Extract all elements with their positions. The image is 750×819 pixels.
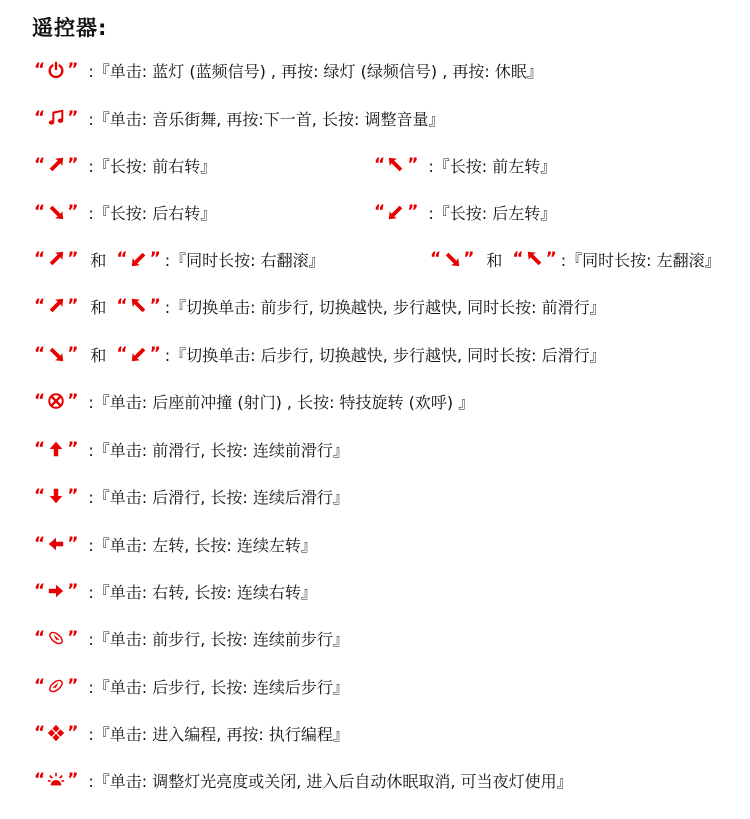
button-description: :『长按: 前左转』 bbox=[428, 156, 557, 176]
quote-open: “ bbox=[34, 438, 46, 459]
quote-close: ” bbox=[545, 248, 557, 269]
quote-close: ” bbox=[67, 390, 79, 411]
soccer-ball-icon bbox=[46, 391, 66, 411]
list-item bbox=[34, 765, 573, 795]
quote-close: ” bbox=[149, 295, 161, 316]
quote-open: “ bbox=[34, 390, 46, 411]
remote-button-entry bbox=[374, 154, 556, 177]
quote-open: “ bbox=[34, 627, 46, 648]
arrow-down-icon bbox=[46, 486, 66, 506]
list-item bbox=[34, 481, 349, 511]
arrow-up-left-icon bbox=[129, 296, 149, 316]
list-item bbox=[34, 197, 557, 227]
button-description: :『单击: 前滑行, 长按: 连续前滑行』 bbox=[88, 440, 349, 460]
list-item bbox=[34, 386, 474, 416]
list-item bbox=[34, 434, 349, 464]
remote-button-entry bbox=[34, 154, 216, 177]
quote-close: ” bbox=[67, 627, 79, 648]
quote-open: “ bbox=[34, 107, 46, 128]
quote-open: “ bbox=[34, 295, 46, 316]
quote-close: ” bbox=[407, 201, 419, 222]
quote-open: “ bbox=[34, 201, 46, 222]
remote-button-entry bbox=[34, 59, 543, 82]
list-item bbox=[34, 623, 349, 653]
quote-open: “ bbox=[34, 154, 46, 175]
button-description: :『同时长按: 右翻滚』 bbox=[164, 250, 325, 270]
quote-open: “ bbox=[374, 201, 386, 222]
arrow-up-left-icon bbox=[386, 155, 406, 175]
quote-open: “ bbox=[34, 248, 46, 269]
remote-button-entry bbox=[34, 107, 444, 130]
list-item bbox=[34, 529, 317, 559]
walk-backward-icon bbox=[46, 676, 66, 696]
quote-close: ” bbox=[407, 154, 419, 175]
remote-button-entry bbox=[34, 201, 216, 224]
list-item bbox=[34, 244, 721, 274]
page-title: 遥控器: bbox=[32, 16, 108, 40]
quote-open: “ bbox=[34, 533, 46, 554]
button-description: :『单击: 蓝灯 (蓝频信号) , 再按: 绿灯 (绿频信号) , 再按: 休眠』 bbox=[88, 61, 543, 81]
arrow-right-icon bbox=[46, 581, 66, 601]
button-description: :『单击: 音乐街舞, 再按:下一首, 长按: 调整音量』 bbox=[88, 109, 445, 129]
quote-close: ” bbox=[67, 533, 79, 554]
remote-button-entry bbox=[374, 201, 556, 224]
button-description: :『单击: 调整灯光亮度或关闭, 进入后自动休眠取消, 可当夜灯使用』 bbox=[88, 771, 573, 791]
conjunction-label: 和 bbox=[90, 345, 107, 365]
light-icon bbox=[46, 770, 66, 790]
remote-button-entry bbox=[34, 390, 474, 413]
button-description: :『同时长按: 左翻滚』 bbox=[560, 250, 721, 270]
remote-button-entry bbox=[34, 580, 317, 603]
quote-close: ” bbox=[463, 248, 475, 269]
program-icon bbox=[46, 723, 66, 743]
music-note-icon bbox=[46, 108, 66, 128]
remote-button-entry bbox=[34, 675, 349, 698]
quote-close: ” bbox=[67, 201, 79, 222]
quote-open: “ bbox=[374, 154, 386, 175]
quote-open: “ bbox=[34, 343, 46, 364]
quote-close: ” bbox=[67, 580, 79, 601]
quote-close: ” bbox=[67, 248, 79, 269]
button-description: :『切换单击: 前步行, 切换越快, 步行越快, 同时长按: 前滑行』 bbox=[164, 297, 606, 317]
list-item bbox=[34, 718, 349, 748]
arrow-down-right-icon bbox=[46, 202, 66, 222]
button-description: :『长按: 后右转』 bbox=[88, 203, 217, 223]
walk-forward-icon bbox=[46, 628, 66, 648]
list-item bbox=[34, 150, 557, 180]
remote-button-entry bbox=[34, 248, 325, 271]
remote-button-entry bbox=[34, 295, 606, 318]
arrow-down-right-icon bbox=[442, 249, 462, 269]
quote-open: “ bbox=[34, 580, 46, 601]
quote-close: ” bbox=[67, 154, 79, 175]
arrow-down-left-icon bbox=[129, 249, 149, 269]
button-description: :『单击: 前步行, 长按: 连续前步行』 bbox=[88, 629, 349, 649]
remote-button-entry bbox=[34, 627, 349, 650]
quote-open: “ bbox=[34, 59, 46, 80]
list-item bbox=[34, 291, 606, 321]
quote-close: ” bbox=[67, 107, 79, 128]
quote-open: “ bbox=[116, 343, 128, 364]
button-description: :『单击: 后座前冲撞 (射门) , 长按: 特技旋转 (欢呼) 』 bbox=[88, 392, 475, 412]
arrow-up-left-icon bbox=[525, 249, 545, 269]
quote-close: ” bbox=[67, 343, 79, 364]
button-description: :『切换单击: 后步行, 切换越快, 步行越快, 同时长按: 后滑行』 bbox=[164, 345, 606, 365]
button-description: :『单击: 左转, 长按: 连续左转』 bbox=[88, 535, 317, 555]
quote-close: ” bbox=[67, 485, 79, 506]
power-icon bbox=[46, 60, 66, 80]
arrow-up-right-icon bbox=[46, 155, 66, 175]
quote-open: “ bbox=[34, 769, 46, 790]
quote-open: “ bbox=[116, 248, 128, 269]
arrow-up-right-icon bbox=[46, 296, 66, 316]
list-item bbox=[34, 103, 444, 133]
quote-close: ” bbox=[67, 59, 79, 80]
remote-button-entry bbox=[34, 485, 349, 508]
conjunction-label: 和 bbox=[90, 250, 107, 270]
arrow-left-icon bbox=[46, 534, 66, 554]
list-item bbox=[34, 576, 317, 606]
button-description: :『单击: 进入编程, 再按: 执行编程』 bbox=[88, 724, 349, 744]
quote-close: ” bbox=[67, 722, 79, 743]
list-item bbox=[34, 339, 606, 369]
button-description: :『单击: 后滑行, 长按: 连续后滑行』 bbox=[88, 487, 349, 507]
conjunction-label: 和 bbox=[90, 297, 107, 317]
button-description: :『单击: 后步行, 长按: 连续后步行』 bbox=[88, 677, 349, 697]
quote-open: “ bbox=[116, 295, 128, 316]
quote-close: ” bbox=[149, 248, 161, 269]
button-description: :『长按: 后左转』 bbox=[428, 203, 557, 223]
remote-button-entry bbox=[34, 533, 317, 556]
remote-button-entry bbox=[34, 722, 349, 745]
quote-close: ” bbox=[67, 675, 79, 696]
quote-open: “ bbox=[512, 248, 524, 269]
quote-open: “ bbox=[34, 722, 46, 743]
arrow-up-right-icon bbox=[46, 249, 66, 269]
remote-button-entry bbox=[430, 248, 721, 271]
button-description: :『单击: 右转, 长按: 连续右转』 bbox=[88, 582, 317, 602]
quote-close: ” bbox=[67, 769, 79, 790]
quote-close: ” bbox=[67, 438, 79, 459]
quote-close: ” bbox=[149, 343, 161, 364]
quote-open: “ bbox=[34, 675, 46, 696]
list-item bbox=[34, 55, 543, 85]
remote-button-entry bbox=[34, 343, 606, 366]
arrow-down-right-icon bbox=[46, 344, 66, 364]
quote-close: ” bbox=[67, 295, 79, 316]
quote-open: “ bbox=[430, 248, 442, 269]
list-item bbox=[34, 671, 349, 701]
remote-button-entry bbox=[34, 438, 349, 461]
arrow-up-icon bbox=[46, 439, 66, 459]
conjunction-label: 和 bbox=[486, 250, 503, 270]
remote-button-entry bbox=[34, 769, 573, 792]
arrow-down-left-icon bbox=[386, 202, 406, 222]
quote-open: “ bbox=[34, 485, 46, 506]
arrow-down-left-icon bbox=[129, 344, 149, 364]
button-description: :『长按: 前右转』 bbox=[88, 156, 217, 176]
